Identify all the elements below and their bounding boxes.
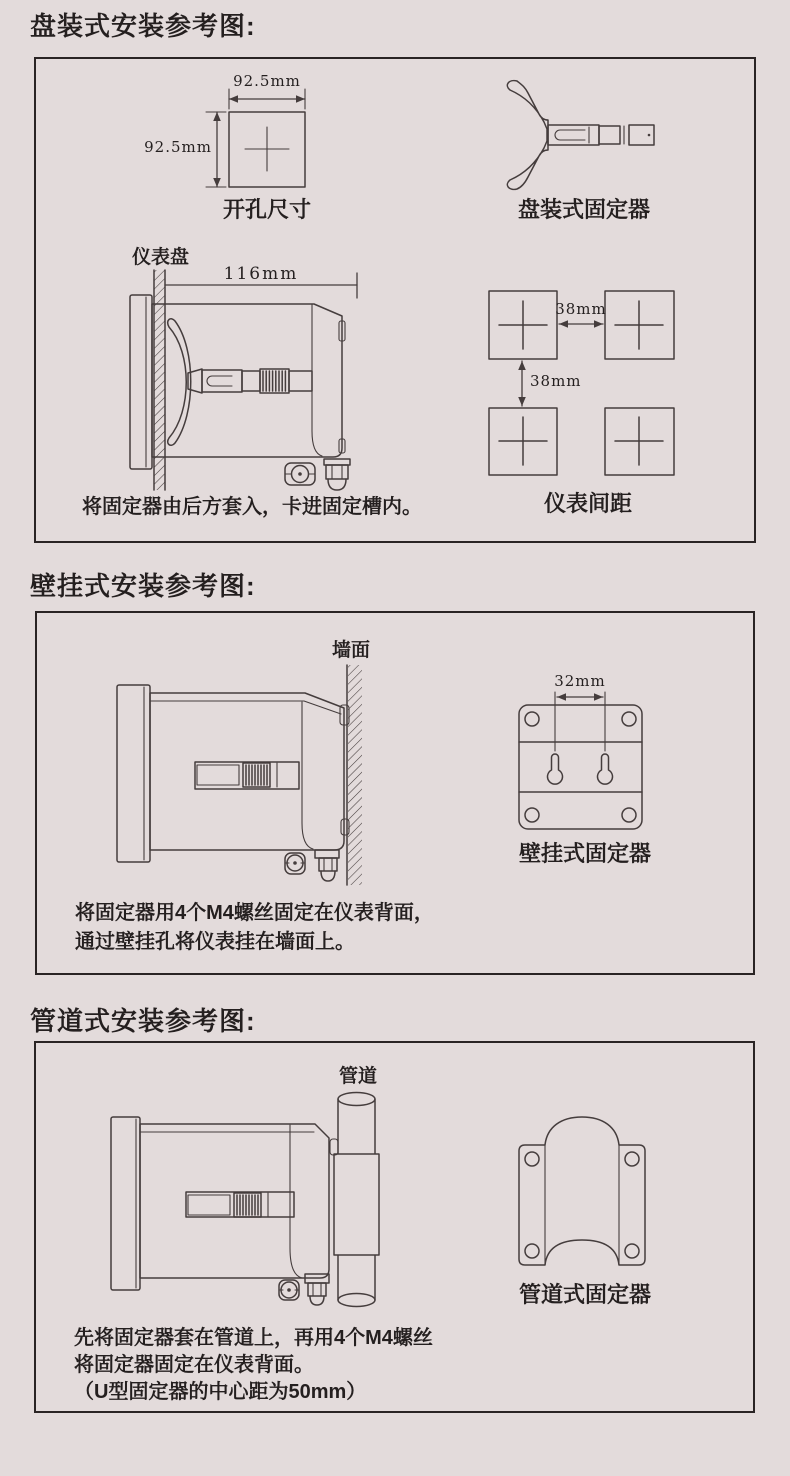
- cutout-height-dim-label: 92.5mm: [144, 138, 212, 156]
- section-title-pipe-mount: 管道式安装参考图:: [30, 1006, 256, 1036]
- wall-fixer-drawing: [519, 692, 642, 829]
- wall-mount-box: [35, 611, 755, 975]
- depth-dim-label: 116mm: [223, 264, 299, 284]
- pipe-install-caption-line2: 将固定器固定在仪表背面。: [74, 1354, 314, 1376]
- cutout-caption: 开孔尺寸: [222, 197, 311, 222]
- spacing-caption: 仪表间距: [543, 491, 632, 516]
- pipe-install-drawing: [111, 1093, 379, 1307]
- pipe-install-caption-line3: （U型固定器的中心距为50mm）: [74, 1381, 367, 1403]
- panel-mount-line-art: [36, 59, 754, 541]
- pipe-fixer-caption: 管道式固定器: [518, 1282, 651, 1307]
- wall-fixer-caption: 壁挂式固定器: [518, 841, 651, 866]
- pipe-install-caption-line1: 先将固定器套在管道上，再用4个M4螺丝: [74, 1327, 433, 1349]
- panel-install-caption: 将固定器由后方套入，卡进固定槽内。: [82, 496, 422, 518]
- spacing-v-dim-label: 38mm: [530, 372, 582, 390]
- panel-fixer-drawing: [507, 81, 654, 190]
- pipe-label: 管道: [338, 1066, 377, 1087]
- panel-mount-box: [34, 57, 756, 543]
- spacing-h-dim-label: 38mm: [555, 300, 607, 318]
- panel-install-drawing: [130, 270, 357, 490]
- wall-label: 墙面: [331, 640, 370, 661]
- section-title-wall-mount: 壁挂式安装参考图:: [30, 571, 256, 601]
- wall-fixer-dim-label: 32mm: [554, 672, 606, 690]
- panel-fixer-caption: 盘装式固定器: [517, 197, 650, 222]
- cutout-width-dim-label: 92.5mm: [233, 72, 301, 90]
- wall-install-drawing: [117, 665, 362, 885]
- wall-install-caption-line1: 将固定器用4个M4螺丝固定在仪表背面，: [75, 902, 434, 924]
- panel-label: 仪表盘: [132, 247, 190, 268]
- cutout-drawing: [206, 89, 305, 187]
- section-title-panel-mount: 盘装式安装参考图:: [30, 11, 256, 41]
- pipe-mount-box: [34, 1041, 755, 1413]
- pipe-fixer-drawing: [519, 1117, 645, 1265]
- wall-install-caption-line2: 通过壁挂孔将仪表挂在墙面上。: [75, 931, 355, 953]
